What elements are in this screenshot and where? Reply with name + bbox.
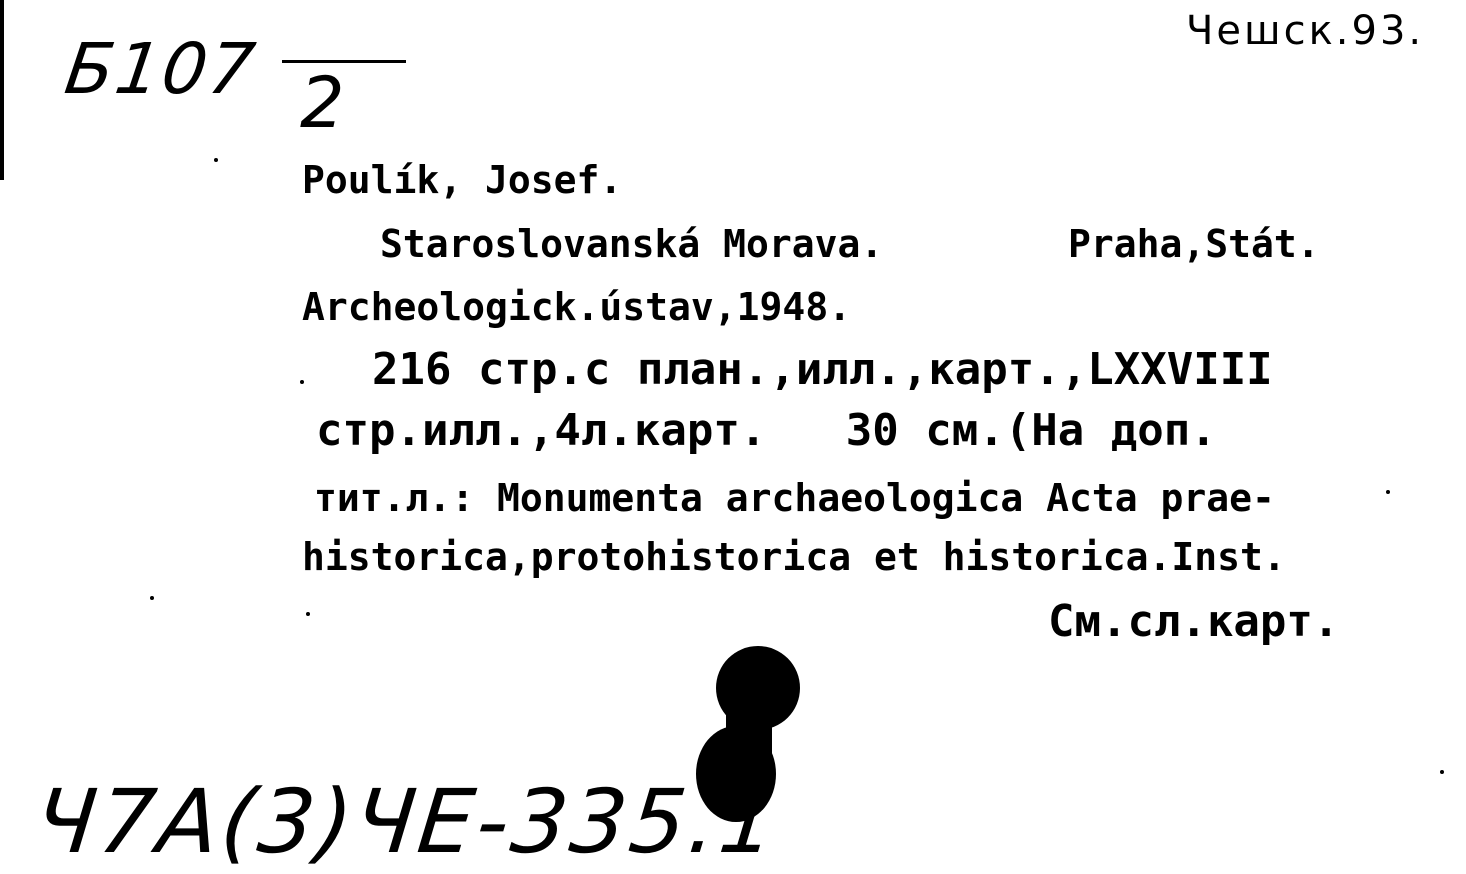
- physical-description-line-2: стр.илл.,4л.карт. 30 см.(На доп.: [316, 405, 1217, 456]
- card-left-edge: [0, 0, 4, 180]
- see-next-card: См.сл.карт.: [1048, 596, 1340, 647]
- publisher-line-end: Archeologick.ústav,1948.: [302, 285, 852, 329]
- scan-speck: [306, 612, 310, 616]
- scan-speck: [1386, 490, 1390, 494]
- publisher-line-start: Praha,Stát.: [1068, 222, 1320, 266]
- scan-speck: [150, 596, 154, 600]
- shelf-number: Б107: [60, 28, 262, 110]
- classification-number: Ч7А(3)ЧЕ-335.1: [30, 770, 785, 873]
- scan-speck: [214, 158, 218, 162]
- shelf-fraction: 2: [300, 62, 345, 144]
- scan-speck: [300, 380, 304, 384]
- physical-description-line-1: 216 стр.с план.,илл.,карт.,LXXVIII: [372, 344, 1273, 395]
- author-line: Poulík, Josef.: [302, 158, 623, 202]
- scan-speck: [1440, 770, 1444, 774]
- title-line: Staroslovanská Morava.: [380, 222, 884, 266]
- corner-note: Чешск.93.: [1186, 8, 1425, 54]
- note-line-1: тит.л.: Monumenta archaeologica Acta prae-: [314, 476, 1275, 520]
- note-line-2: historica,protohistorica et historica.Inst.: [302, 535, 1286, 579]
